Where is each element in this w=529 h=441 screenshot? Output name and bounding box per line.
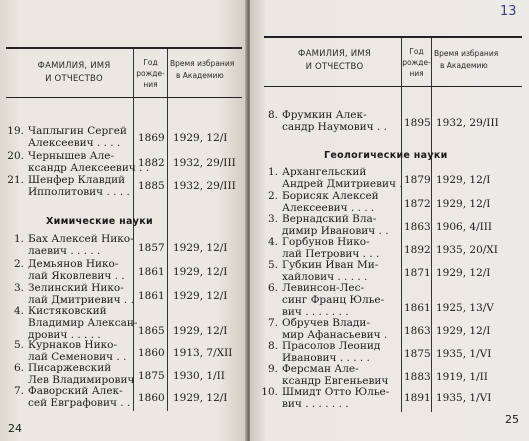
election-date: 1929, 12/I bbox=[173, 290, 228, 302]
column-divider bbox=[431, 38, 432, 412]
column-header-name: ФАМИЛИЯ, ИМЯ И ОТЧЕСТВО bbox=[37, 61, 111, 84]
election-date: 1929, 12/I bbox=[436, 267, 491, 279]
person-name-cont: Алексеевич . . . . bbox=[282, 202, 375, 214]
birth-year: 1875 bbox=[404, 348, 431, 360]
row-number: 4. bbox=[13, 305, 24, 317]
left-page bbox=[0, 0, 247, 441]
election-date: 1932, 29/III bbox=[173, 157, 236, 169]
person-name-cont: лай Дмитриевич . . bbox=[28, 294, 134, 306]
page-number: 25 bbox=[505, 413, 519, 426]
row-number: 8. bbox=[267, 340, 278, 352]
birth-year: 1857 bbox=[138, 242, 165, 254]
row-number: 6. bbox=[13, 362, 24, 374]
election-date: 1929, 12/I bbox=[436, 174, 491, 186]
row-number: 6. bbox=[267, 282, 278, 294]
row-number: 5. bbox=[13, 339, 24, 351]
birth-year: 1883 bbox=[404, 371, 431, 383]
person-name-cont: Иванович . . . . . bbox=[282, 352, 370, 364]
election-date: 1919, 1/II bbox=[436, 371, 488, 383]
row-number: 21. bbox=[7, 174, 24, 186]
page-number: 24 bbox=[8, 422, 22, 435]
election-date: 1932, 29/III bbox=[436, 117, 499, 129]
birth-year: 1860 bbox=[138, 392, 165, 404]
person-name-cont: вич . . . . . . . bbox=[282, 306, 349, 318]
person-name-cont: Владимир Алексан- bbox=[28, 317, 138, 329]
person-name-cont: лай Яковлевич . . bbox=[28, 270, 125, 282]
birth-year: 1891 bbox=[404, 392, 431, 404]
person-name: Писаржевский bbox=[28, 362, 112, 374]
column-divider bbox=[133, 49, 134, 411]
birth-year: 1863 bbox=[404, 325, 431, 337]
column-divider bbox=[401, 38, 402, 412]
person-name-cont: дрович . . . . . bbox=[28, 329, 101, 341]
election-date: 1929, 12/I bbox=[173, 266, 228, 278]
birth-year: 1892 bbox=[404, 244, 431, 256]
column-header-year: Год рожде- ния bbox=[136, 58, 165, 89]
person-name-cont: синг Франц Юлье- bbox=[282, 294, 385, 306]
person-name: Шенфер Клавдий bbox=[28, 174, 126, 186]
election-date: 1906, 4/III bbox=[436, 221, 493, 233]
row-number: 3. bbox=[267, 213, 278, 225]
row-number: 3. bbox=[13, 282, 24, 294]
person-name-cont: Ипполитович . . . . bbox=[28, 186, 130, 198]
person-name-cont: ксандр Евгеньевич bbox=[282, 375, 389, 387]
person-name-cont: лай Петрович . . . bbox=[282, 248, 380, 260]
person-name: Левинсон-Лес- bbox=[282, 282, 365, 294]
election-date: 1929, 12/I bbox=[436, 325, 491, 337]
person-name-cont: мир Афанасьевич . bbox=[282, 329, 388, 341]
person-name: Шмидт Отто Юлье- bbox=[282, 386, 390, 398]
birth-year: 1865 bbox=[138, 325, 165, 337]
election-date: 1929, 12/I bbox=[173, 132, 228, 144]
election-date: 1929, 12/I bbox=[173, 242, 228, 254]
birth-year: 1895 bbox=[404, 117, 431, 129]
header-bottom-rule bbox=[6, 97, 242, 98]
person-name-cont: сей Евграфович . . bbox=[28, 397, 131, 409]
person-name: Вернадский Вла- bbox=[282, 213, 377, 225]
election-date: 1929, 12/I bbox=[173, 325, 228, 337]
election-date: 1925, 13/V bbox=[436, 302, 494, 314]
column-header-elected: Время избрания в Академию bbox=[434, 49, 499, 70]
person-name: Кистяковский bbox=[28, 305, 107, 317]
person-name: Борисяк Алексей bbox=[282, 190, 379, 202]
person-name-cont: Андрей Дмитриевич . bbox=[282, 178, 403, 190]
person-name-cont: хайлович . . . . . bbox=[282, 271, 368, 283]
column-divider bbox=[167, 49, 168, 411]
row-number: 1. bbox=[13, 233, 24, 245]
person-name: Прасолов Леонид bbox=[282, 340, 381, 352]
person-name: Чернышев Але- bbox=[28, 150, 115, 162]
right-page bbox=[250, 0, 529, 441]
person-name: Ферсман Але- bbox=[282, 363, 359, 375]
row-number: 10. bbox=[261, 386, 278, 398]
person-name: Фрумкин Алек- bbox=[282, 109, 367, 121]
header-bottom-rule bbox=[264, 86, 522, 87]
row-number: 20. bbox=[7, 150, 24, 162]
person-name: Демьянов Нико- bbox=[28, 258, 119, 270]
row-number: 7. bbox=[13, 385, 24, 397]
handwritten-page-mark: 13 bbox=[500, 4, 517, 19]
row-number: 1. bbox=[267, 166, 278, 178]
birth-year: 1861 bbox=[138, 266, 165, 278]
birth-year: 1872 bbox=[404, 198, 431, 210]
section-title: Геологические науки bbox=[324, 150, 448, 161]
birth-year: 1869 bbox=[138, 132, 165, 144]
birth-year: 1863 bbox=[404, 221, 431, 233]
person-name: Бах Алексей Нико- bbox=[28, 233, 134, 245]
election-date: 1935, 1/VI bbox=[436, 348, 492, 360]
birth-year: 1871 bbox=[404, 267, 431, 279]
person-name-cont: Лев Владимирович bbox=[28, 374, 135, 386]
column-header-name: ФАМИЛИЯ, ИМЯ И ОТЧЕСТВО bbox=[298, 49, 371, 72]
row-number: 2. bbox=[13, 258, 24, 270]
election-date: 1930, 1/II bbox=[173, 370, 225, 382]
row-number: 8. bbox=[267, 109, 278, 121]
person-name-cont: лаевич . . . . . bbox=[28, 245, 101, 257]
person-name: Фаворский Алек- bbox=[28, 385, 123, 397]
election-date: 1932, 29/III bbox=[173, 180, 236, 192]
person-name: Губкин Иван Ми- bbox=[282, 259, 379, 271]
birth-year: 1860 bbox=[138, 347, 165, 359]
person-name: Курнаков Нико- bbox=[28, 339, 118, 351]
birth-year: 1861 bbox=[404, 302, 431, 314]
column-header-year: Год рожде- ния bbox=[402, 47, 431, 78]
person-name-cont: вич . . . . . . . bbox=[282, 398, 349, 410]
election-date: 1929, 12/I bbox=[436, 198, 491, 210]
section-title: Химические науки bbox=[46, 216, 153, 227]
person-name-cont: димир Иванович . . bbox=[282, 225, 389, 237]
row-number: 5. bbox=[267, 259, 278, 271]
table-top-rule bbox=[6, 47, 242, 49]
row-number: 4. bbox=[267, 236, 278, 248]
table-top-rule bbox=[264, 36, 522, 38]
person-name: Обручев Влади- bbox=[282, 317, 370, 329]
election-date: 1913, 7/XII bbox=[173, 347, 233, 359]
person-name-cont: ксандр Алексеевич . . bbox=[28, 162, 150, 174]
birth-year: 1861 bbox=[138, 290, 165, 302]
election-date: 1929, 12/I bbox=[173, 392, 228, 404]
person-name-cont: Алексеевич . . . . bbox=[28, 137, 121, 149]
birth-year: 1875 bbox=[138, 370, 165, 382]
row-number: 19. bbox=[7, 125, 24, 137]
election-date: 1935, 1/VI bbox=[436, 392, 492, 404]
person-name-cont: лай Семенович . . bbox=[28, 351, 127, 363]
column-header-elected: Время избрания в Академию bbox=[170, 59, 235, 80]
person-name: Архангельский bbox=[282, 166, 367, 178]
birth-year: 1882 bbox=[138, 157, 165, 169]
person-name-cont: сандр Наумович . . bbox=[282, 121, 387, 133]
row-number: 7. bbox=[267, 317, 278, 329]
person-name: Горбунов Нико- bbox=[282, 236, 370, 248]
birth-year: 1879 bbox=[404, 174, 431, 186]
person-name: Чаплыгин Сергей bbox=[28, 125, 127, 137]
row-number: 9. bbox=[267, 363, 278, 375]
person-name: Зелинский Нико- bbox=[28, 282, 124, 294]
birth-year: 1885 bbox=[138, 180, 165, 192]
election-date: 1935, 20/XI bbox=[436, 244, 498, 256]
row-number: 2. bbox=[267, 190, 278, 202]
